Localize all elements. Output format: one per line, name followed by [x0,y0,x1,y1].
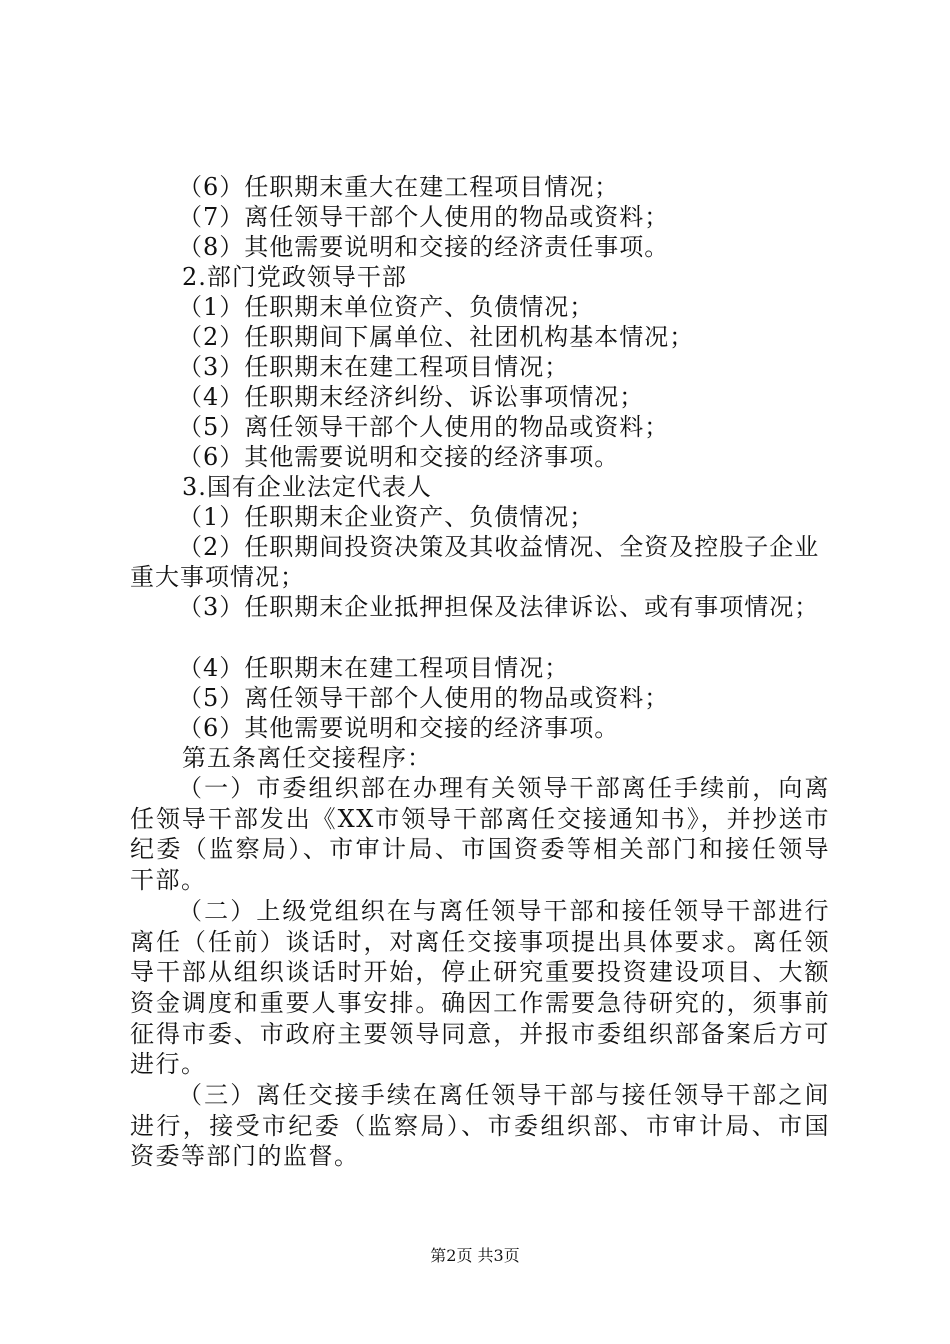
text-line: （6）任职期末重大在建工程项目情况； [178,173,620,201]
text-line: （6）其他需要说明和交接的经济事项。 [178,714,620,742]
text-line: （5）离任领导干部个人使用的物品或资料； [178,684,670,712]
blank-line [130,622,830,653]
section-heading: 2.部门党政领导干部 [182,263,407,291]
text-line: （1）任职期末企业资产、负债情况； [178,503,595,531]
paragraph: （一）市委组织部在办理有关领导干部离任手续前，向离任领导干部发出《XX市领导干部离任交接通知书》，并抄送市纪委（监察局）、市审计局、市国资委等相关部门和接任领导干部。 [130,774,830,895]
section-heading: 3.国有企业法定代表人 [182,473,432,501]
article-heading: 第五条离任交接程序： [182,744,432,772]
text-line: （8）其他需要说明和交接的经济责任事项。 [178,233,670,261]
text-line: （2）任职期间下属单位、社团机构基本情况； [178,323,695,351]
document-body [130,172,830,1172]
text-line: （1）任职期末单位资产、负债情况； [178,293,595,321]
text-line: （4）任职期末经济纠纷、诉讼事项情况； [178,383,645,411]
page-footer: 第2页 共3页 [430,1246,520,1265]
text-line: （7）离任领导干部个人使用的物品或资料； [178,203,670,231]
text-line: （5）离任领导干部个人使用的物品或资料； [178,413,670,441]
paragraph: （二）上级党组织在与离任领导干部和接任领导干部进行离任（任前）谈话时，对离任交接事项提出具体要求。离任领导干部从组织谈话时开始，停止研究重要投资建设项目、大额资金调度和重要人事安排。确因工作需要急待研究的，须事前征得市委、市政府主要领导同意，并报市委组织部备案后方可进行。 [130,896,830,1079]
text-line: （4）任职期末在建工程项目情况； [178,654,570,682]
text-line: （3）任职期末企业抵押担保及法律诉讼、或有事项情况； [178,593,820,621]
paragraph: （三）离任交接手续在离任领导干部与接任领导干部之间进行，接受市纪委（监察局）、市委组织部、市审计局、市国资委等部门的监督。 [130,1081,830,1171]
text-line: （3）任职期末在建工程项目情况； [178,353,570,381]
text-line: （2）任职期间投资决策及其收益情况、全资及控股子企业 [178,533,820,561]
text-line: 重大事项情况； [130,563,305,591]
text-line: （6）其他需要说明和交接的经济事项。 [178,443,620,471]
